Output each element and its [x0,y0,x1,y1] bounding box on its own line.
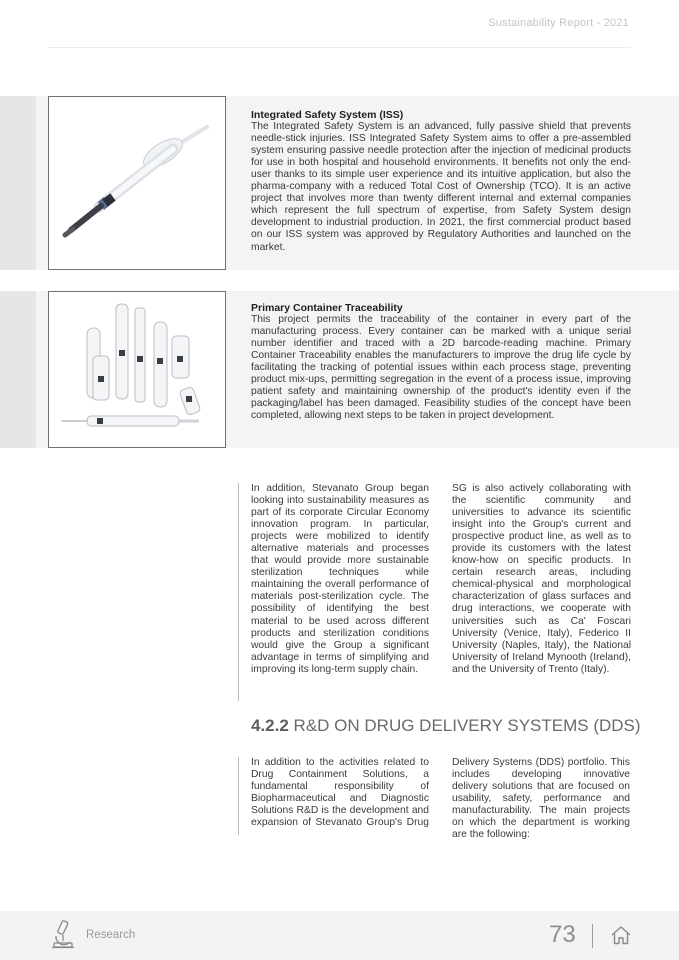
project-iss [251,109,631,254]
home-icon[interactable] [610,925,632,950]
section-left-column [251,757,429,829]
section-body-text-continued: Delivery Systems (DDS) portfolio. This includes developing innovative delivery solutions that are focused on usability, safety, performance and manufacturability. The main projects on which the department is working are the following: [452,757,630,841]
column-rule [238,757,239,835]
page-number: 73 [549,921,576,948]
project-traceability [251,302,631,422]
syringe-photo [48,96,226,270]
footer-divider [592,924,593,948]
section-number: 4.2.2 [251,716,289,735]
column-rule [238,483,239,701]
band-accent [0,291,36,448]
project-description: The Integrated Safety System is an advanced, fully passive shield that prevents needle-stick injuries. ISS Integrated Safety System aims to offer a pre-assembled system ensuring passive needle protection after the injection of medicinal products for use in both hospital and household environments. It benefits not only the end-user thanks to its simple user experience and its intuitive application, but also the pharma-company with a reduced Total Cost of Ownership (TCO). It is an active project that involves more than twenty different internal and external companies which represent the full spectrum of expertise, from Safety System design development to industrial production. In 2021, the first commercial product based on our ISS system was approved by Regulatory Authorities and launched on the market. [251,121,631,253]
report-title: Sustainability Report - 2021 [488,17,629,29]
microscope-icon [50,919,76,954]
project-title: Integrated Safety System (ISS) [251,109,404,121]
intro-right-column: SG is also actively collaborating with the scientific community and universities to advance its scientific insight into the Group's current and prospective product line, as well as to provide its customers with the latest know-how on specific products. In certain research areas, including chemical-physical and morphological characterization of glass surfaces and drug interactions, we cooperate with universities such as Ca' Foscari University (Venice, Italy), Federico II University (Naples, Italy), the National University of Ireland Mynooth (Ireland), and the University of Trento (Italy). [452,483,631,675]
vials-illustration [49,292,226,448]
intro-left-column: In addition, Stevanato Group began looking into sustainability measures as part of its corporate Circular Economy innovation program. In particular, projects were mobilized to identify alternative materials and processes that would provide more sustainable sterilization techniques while maintaining the overall performance of materials post-sterilization cycle. The possibility of identifying the best material to be used across different products and sterilization conditions would give the Group a significant advantage in terms of simplifying and improving its long-term supply chain. [251,483,429,675]
project-title: Primary Container Traceability [251,302,403,314]
syringe-illustration [49,97,226,270]
section-body-text: In addition to the activities related to Drug Containment Solutions, a fundamental responsibility of Biopharmaceutical and Diagnostic Solutions R&D is the development and expansion of Stevanato Group's Drug [251,757,429,829]
header-divider [48,47,631,48]
band-accent [0,96,36,270]
section-title: R&D ON DRUG DELIVERY SYSTEMS (DDS) [293,716,641,735]
project-description: This project permits the traceability of the container in every part of the manufacturing process. Every container can be marked with a unique serial number identifier and traced with a 2D barcode-reading machine. Primary Container Traceability enables the manufacturers to improve the drug life cycle by facilitating the tracking of potential issues within each process stage, preventing product mix-ups, permitting segregation in the event of a process issue, improving patient safety and maintaining ownership of the product's identity even if the packaging/label has been damaged. Feasibility studies of the concept have been completed, allowing next steps to be taken in project development. [251,314,631,422]
section-right-column [452,757,631,841]
page-footer [0,911,679,960]
glass-containers-photo [48,291,226,448]
section-heading [251,716,641,736]
footer-section-label: Research [86,929,136,941]
